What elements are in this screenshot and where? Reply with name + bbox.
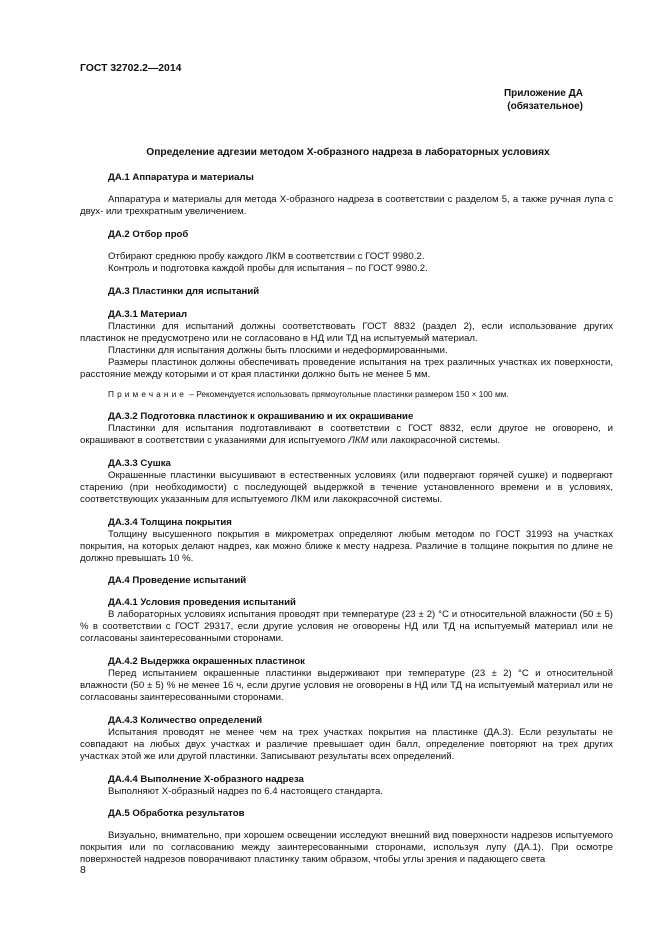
heading-da41: ДА.4.1 Условия проведения испытаний	[108, 597, 296, 608]
paragraph-da44: Выполняют X-образный надрез по 6.4 настоящего стандарта.	[108, 786, 384, 797]
paragraph-da31-2: Пластинки для испытания должны быть плоскими и недеформированными.	[108, 345, 448, 356]
paragraph-da43: Испытания проводят не менее чем на трех участках покрытия на пластинке (ДА.3). Если результаты не совпадают на любых двух участках и различие превышает один балл, определение повторяют на трех других участках этой же или другой пластинки. Записывают результаты всех определений.	[80, 727, 613, 763]
paragraph-da31-1: Пластинки для испытаний должны соответствовать ГОСТ 8832 (раздел 2), если использование других пластинок не предусмотрено или не согласовано в НД или ТД на испытуемый материал.	[80, 321, 613, 345]
heading-da31: ДА.3.1 Материал	[108, 309, 188, 320]
paragraph-da31-3: Размеры пластинок должны обеспечивать проведение испытания на трех различных участках их поверхности, расстояние между которыми и от края пластинки должно быть не менее 5 мм.	[80, 357, 613, 381]
appendix-status: (обязательное)	[507, 101, 583, 112]
appendix-label: Приложение ДА	[503, 88, 583, 99]
paragraph-da42: Перед испытанием окрашенные пластинки выдерживают при температуре (23 ± 2) °С и относительной влажности (50 ± 5) % не менее 16 ч, если другие условия не оговорены в НД или ТД на испытуемый материал или не согласованы заинтересованными сторонами.	[80, 668, 613, 704]
heading-da44: ДА.4.4 Выполнение X-образного надреза	[108, 774, 304, 785]
heading-da34: ДА.3.4 Толщина покрытия	[108, 517, 232, 528]
heading-da4: ДА.4 Проведение испытаний	[108, 575, 247, 586]
lkm-emphasis: ЛКМ	[348, 435, 369, 447]
paragraph-da32: Пластинки для испытания подготавливают в соответствии с ГОСТ 8832, если другое не оговорено, и окрашивают в соответствии с указаниями для испытуемого ЛКМ или лакокрасочной системы.	[80, 423, 613, 447]
paragraph-da2-1: Отбирают среднюю пробу каждого ЛКМ в соответствии с ГОСТ 9980.2.	[108, 251, 425, 262]
note	[108, 388, 509, 400]
standard-header: ГОСТ 32702.2—2014	[80, 63, 182, 74]
heading-da5: ДА.5 Обработка результатов	[108, 808, 245, 819]
note-text: – Рекомендуется использовать прямоугольные пластинки размером 150 × 100 мм.	[187, 389, 509, 399]
heading-da33: ДА.3.3 Сушка	[108, 458, 171, 469]
note-label: Примечание	[108, 389, 188, 399]
heading-da43: ДА.4.3 Количество определений	[108, 715, 263, 726]
page-number: 8	[80, 865, 86, 876]
heading-da42: ДА.4.2 Выдержка окрашенных пластинок	[108, 656, 305, 667]
paragraph-da41: В лабораторных условиях испытания проводят при температуре (23 ± 2) °С и относительной влажности (50 ± 5) % в соответствии с ГОСТ 29317, если другие условия не оговорены НД или ТД на испытуемый материал или не согласованы заинтересованными сторонами.	[80, 609, 613, 645]
paragraph-da5: Визуально, внимательно, при хорошем освещении исследуют внешний вид поверхности надрезов испытуемого покрытия или по согласованию между заинтересованными сторонами, используя лупу (ДА.1). При осмотре поверхностей надрезов поворачивают пластинку таким образом, чтобы углы зрения и падающего света	[80, 830, 613, 866]
paragraph-da33: Окрашенные пластинки высушивают в естественных условиях (или подвергают горячей сушке) и подвергают старению (при необходимости) с последующей выдержкой в течение установленного времени и в условиях, соответствующих указанным для испытуемого ЛКМ или лакокрасочной системы.	[80, 470, 613, 506]
appendix-title: Определение адгезии методом X-образного надреза в лабораторных условиях	[146, 147, 550, 158]
paragraph-da34: Толщину высушенного покрытия в микрометрах определяют любым методом по ГОСТ 31993 на участках покрытия, на которых делают надрез, как можно ближе к месту надреза. Различие в толщине покрытия по длине не должно превышать 10 %.	[80, 529, 613, 565]
paragraph-da2-2: Контроль и подготовка каждой пробы для испытания – по ГОСТ 9980.2.	[108, 263, 428, 274]
heading-da3: ДА.3 Пластинки для испытаний	[108, 286, 260, 297]
heading-da32: ДА.3.2 Подготовка пластинок к окрашиванию и их окрашивание	[108, 411, 414, 422]
heading-da1: ДА.1 Аппаратура и материалы	[108, 172, 254, 183]
paragraph-da1: Аппаратура и материалы для метода X-образного надреза в соответствии с разделом 5, а также ручная лупа с двух- или трехкратным увеличением.	[80, 194, 613, 218]
heading-da2: ДА.2 Отбор проб	[108, 229, 189, 240]
